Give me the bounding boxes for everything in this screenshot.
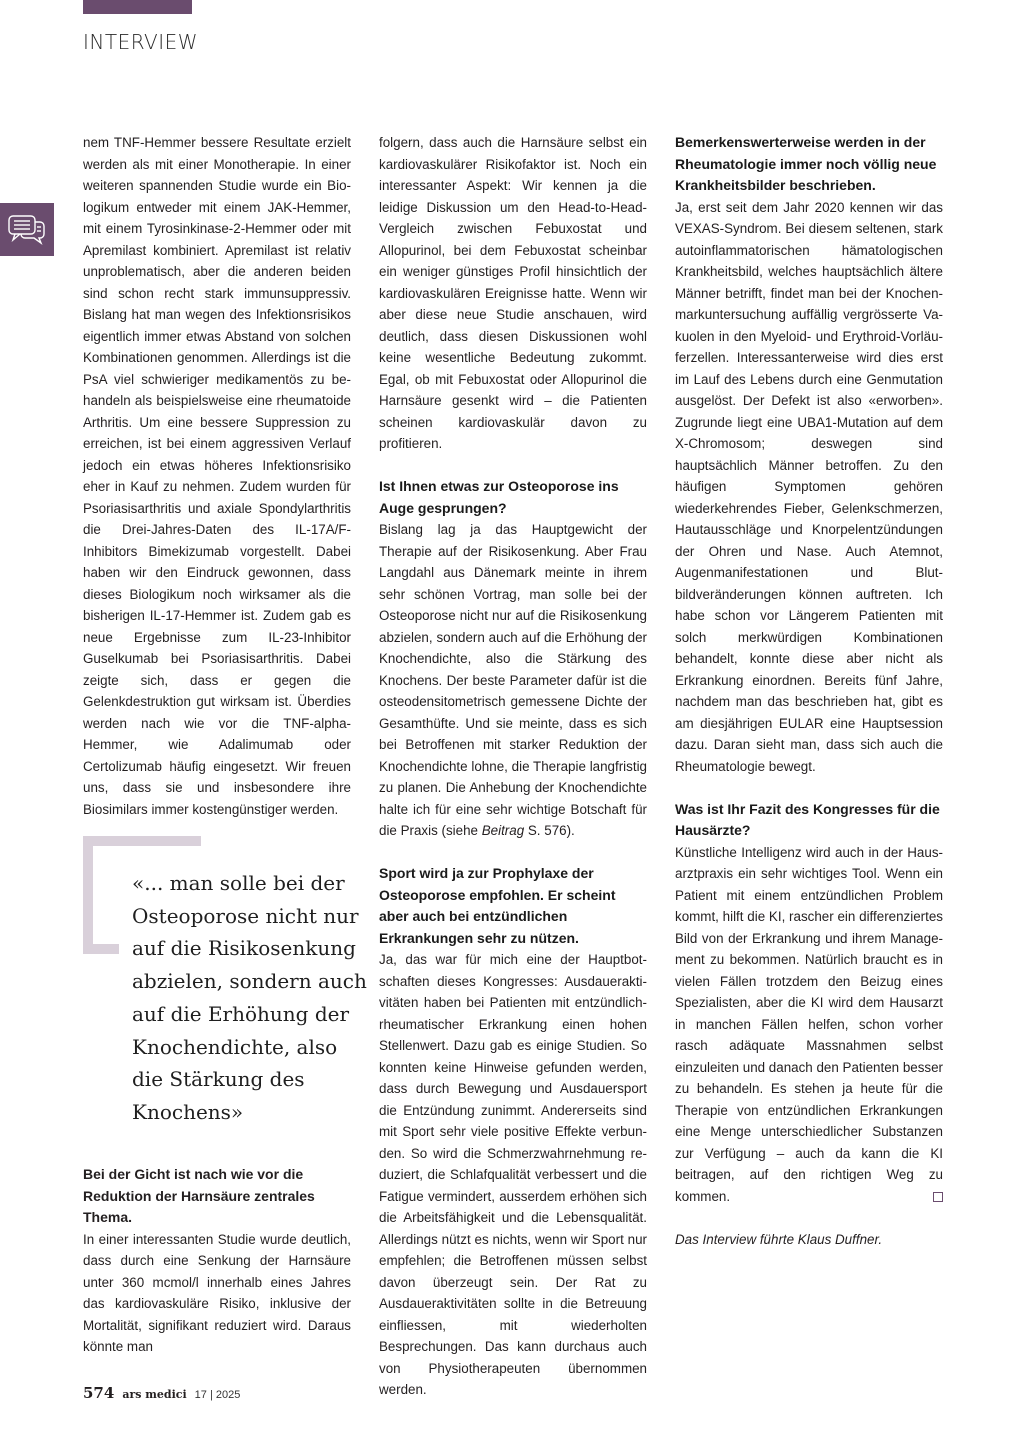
question-heading: Bemerkenswerterweise werden in der Rheumatologie immer noch völlig neue Krankheitsbilder beschrieben. [675,134,937,193]
interview-credit: Das Interview führte Klaus Duffner. [675,1231,883,1247]
column-3 [675,132,943,1250]
question-heading: Was ist Ihr Fazit des Kongresses für die Hausärzte? [675,800,940,838]
answer-paragraph: Ja, das war für mich eine der Hauptbotschaften dieses Kongresses: Ausdaueraktivitäten haben bei Patienten mit entzündlich-rheumatischer Erkrankung einen hohen Stellenwert. Dazu gab es einige Studien. So konnten keine Hinweise gefunden werden, dass durch Bewegung und Ausdauersport die Entzündung zunimmt. Andererseits sind mit Sport sehr viele positive Effekte verbunden. So wird die Schmerzwahrnehmung reduziert, die Schlafqualität verbessert und die Fatigue vermindert, ausserdem erhöhen sich die Arbeitsfähigkeit und die Lebensqualität. Allerdings nützt es nichts, wenn wir Sport nur empfehlen; die Betroffenen müssen selbst davon überzeugt sein. Der Rat zu Ausdaueraktivitäten sollte in die Betreuung einfliessen, mit wiederholten Besprechungen. Das kann durchaus auch von Physiotherapeuten übernommen werden. [379,952,647,1397]
question-heading: Sport wird ja zur Prophylaxe der Osteoporose empfohlen. Er scheint aber auch bei entzündlichen Erkrankungen sehr zu nützen. [379,865,616,946]
question-heading: Ist Ihnen etwas zur Osteoporose ins Auge gesprungen? [379,478,619,516]
article-reference-link: Beitrag [481,823,525,838]
column-1 [83,132,351,820]
answer-paragraph: Künstliche Intelligenz wird auch in der Hausarztpraxis ein sehr wichtiges Tool. Wenn ein Patient mit einem entzündlichen Problem kommt, hilft die KI, rascher ein differenziertes Bild von der Erkrankung und ihrem Management zu bekommen. Natürlich braucht es in vielen Fällen trotzdem den Beizug eines Spezialisten, aber die KI wird dem Hausarzt in manchen Fällen helfen, schon vorher rasch adäquate Massnahmen selbst einzuleiten und danach den Patienten besser zu behandeln. Es stehen ja heute für die Therapie von entzündlichen Erkrankungen eine Menge unterschiedlicher Substanzen zur Verfügung – auch da kann die KI beitragen, auf den richtigen Weg zu kommen. [675,844,944,1204]
page-number: 574 [83,1384,115,1402]
section-accent-bar [83,0,192,14]
magazine-name: ars medici [122,1388,187,1401]
gout-section [83,1164,351,1358]
answer-paragraph: Ja, erst seit dem Jahr 2020 kennen wir das VEXAS-Syndrom. Bei diesem seltenen, stark autoinflammatorischen hämatologischen Krankheitsbild, welches hauptsächlich ältere Männer betrifft, findet man bei der Knochenmarkuntersuchung auffällig vergrösserte Vakuolen in den Myeloid- und Erythroid-Vorläuferzellen. Interessanterweise wird dies erst im Lauf des Lebens durch eine Genmutation ausgelöst. Der Defekt ist also «erworben». Zugrunde liegt eine UBA1-Mutation auf dem X-Chromosom; deswegen sind hauptsächlich Männer betroffen. Zu den häufigen Symptomen gehören wiederkehrendes Fieber, Gelenkschmerzen, Hautausschläge und Knorpelentzündungen der Ohren und Nase. Auch Atemnot, Augenmanifestationen und Blutbildveränderungen können auftreten. Ich habe schon vor Längerem Patienten mit solch merkwürdigen Kombinationen behandelt, konnte diese aber nicht als Erkrankung einordnen. Bereits fünf Jahre, nachdem man das beschrieben hat, gibt es am diesjährigen EULAR eine Hauptsession dazu. Daran sieht man, dass sich auch die Rheumatologie bewegt. [675,199,943,774]
answer-paragraph: Bislang lag ja das Hauptgewicht der Therapie auf der Risikosenkung. Aber Frau Langdahl aus Dänemark meinte in ihrem sehr schönen Vortrag, man solle bei der Osteoporose nicht nur auf die Risikosenkung abzielen, sondern auch auf die Erhöhung der Knochendichte, also die Stärkung des Knochens. Der beste Parameter dafür ist die osteodensitometrisch gemessene Dichte der Gesamthüfte. Und sie meinte, dass es sich bei Betroffenen mit starker Reduktion der Knochendichte lohne, die Therapie langfristig zu planen. Die Anhebung der Knochendichte halte ich für eine sehr wichtige Botschaft für die Praxis (siehe Beitrag S. 576). [379,522,647,838]
pull-quote [83,836,367,1126]
pull-quote-text: «... man solle bei der Osteoporose nicht nur auf die Risikosenkung abzielen, sondern auch auf die Erhöhung der Knochendichte, also die Stärkung des Knochens» [132,871,367,1124]
paragraph: folgern, dass auch die Harnsäure selbst ein kardiovaskulärer Risikofaktor ist. Noch ein interessanter Aspekt: Wir kennen ja die leidige Diskussion um den Head-to-Head-Vergleich zwischen Febuxostat und Allopurinol, bei dem Febuxostat scheinbar ein weniger günstiges Profil hinsichtlich der kardiovaskulären Ereignisse hatte. Wenn wir aber diese neue Studie anschauen, wird deutlich, dass diesen Diskussionen wohl keine wesentliche Bedeutung zukommt. Egal, ob mit Febuxostat oder Allopurinol die Harnsäure gesenkt wird – die Patienten scheinen kardiovaskulär davon zu profitieren. [379,135,647,451]
section-label: INTERVIEW [83,30,199,54]
page-footer [83,1384,240,1402]
speech-bubbles-icon [7,213,47,247]
column-2 [379,132,647,1401]
interview-tab [0,203,54,256]
answer-paragraph: In einer interessanten Studie wurde deutlich, dass durch eine Senkung der Harnsäure unter 360 mcmol/l innerhalb eines Jahres das kardiovaskuläre Risiko, inklusive der Mortalität, signifikant reduziert wird. Daraus könnte man [83,1231,351,1354]
issue-number: 17 | 2025 [194,1389,241,1401]
paragraph: nem TNF-Hemmer bessere Resultate erzielt werden als mit einer Monotherapie. In einer weiteren spannenden Studie wurde ein Biologikum entweder mit einem JAK-Hemmer, mit einem Tyrosinkinase-2-Hemmer oder mit Apremilast kombiniert. Apremilast ist relativ unproblematisch, aber die anderen beiden sind schon recht stark immunsuppressiv. Bislang hat man wegen des Infektionsrisikos eigentlich immer etwas Abstand von solchen Kombinationen genommen. Allerdings ist die PsA viel schwieriger medikamentös zu behandeln als beispielsweise eine rheumatoide Arthritis. Um eine bessere Suppression zu erreichen, ist bei einem aggressiven Verlauf jedoch ein etwas höheres Infektionsrisiko eher in Kauf zu nehmen. Zudem wurden für Psoriasisarthritis und axiale Spondylarthritis die Drei-Jahres-Daten des IL-17A/F-Inhibitors Bimekizumab vorgestellt. Dabei haben wir den Eindruck gewonnen, dass dieses Biologikum noch wirksamer als die bisherigen IL-17-Hemmer ist. Zudem gab es neue Ergebnisse zum IL-23-Inhibitor Guselkumab bei Psoriasisarthritis. Dabei zeigte sich, dass er gegen die Gelenkdestruktion gut wirksam ist. Überdies werden nach wie vor die TNF-alpha-Hemmer, wie Adalimumab oder Certolizumab häufig eingesetzt. Wir freuen uns, dass sie und insbesondere ihre Biosimilars immer kostengünstiger werden. [83,135,351,817]
end-of-article-icon [933,1192,943,1202]
question-heading: Bei der Gicht ist nach wie vor die Reduktion der Harnsäure zentrales Thema. [83,1166,315,1225]
